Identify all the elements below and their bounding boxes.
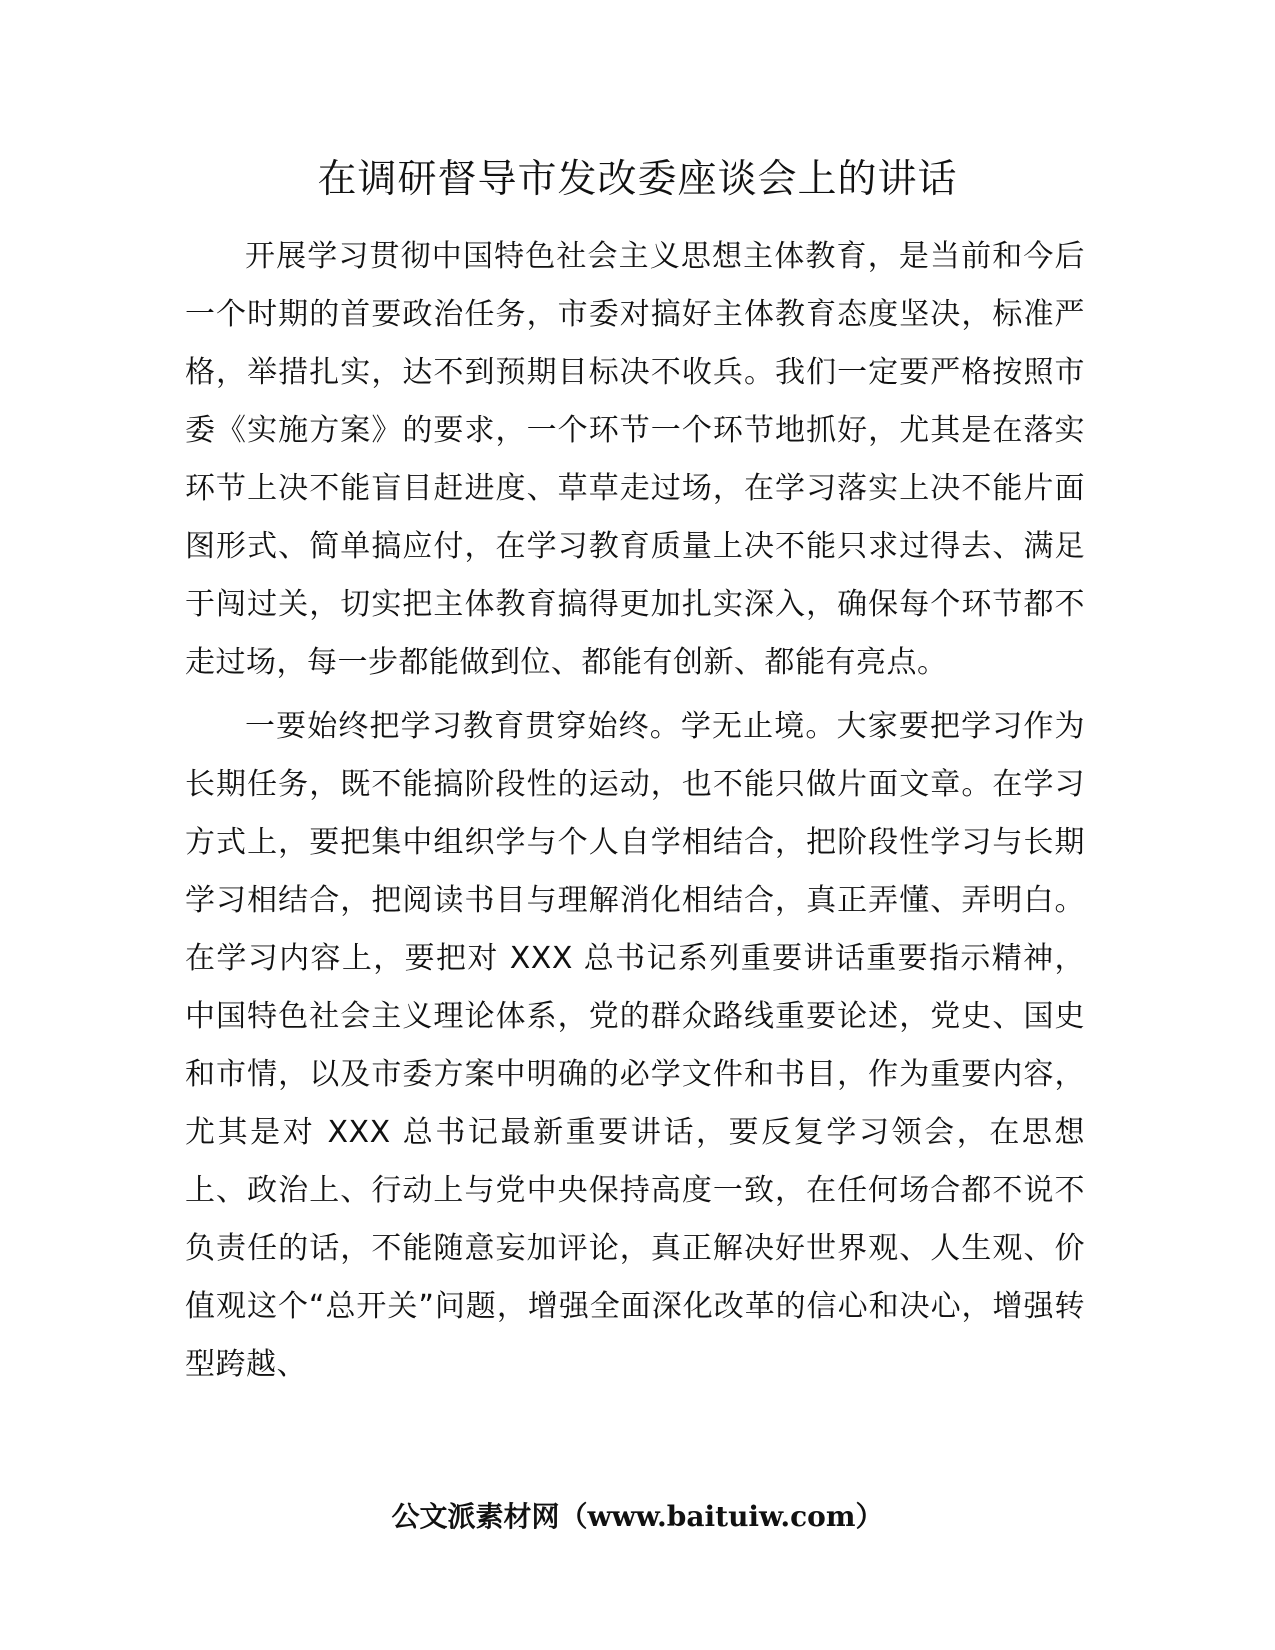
body-paragraph: 一要始终把学习教育贯穿始终。学无止境。大家要把学习作为长期任务，既不能搞阶段性的运动，也不能只做片面文章。在学习方式上，要把集中组织学与个人自学相结合，把阶段性学习与长期学习相结合，把阅读书目与理解消化相结合，真正弄懂、弄明白。在学习内容上，要把对 XXX 总书记系列重要讲话重要指示精神，中国特色社会主义理论体系，党的群众路线重要论述，党史、国史和市情，以及市委方案中明确的必学文件和书目，作为重要内容，尤其是对 XXX 总书记最新重要讲话，要反复学习领会，在思想上、政治上、行动上与党中央保持高度一致，在任何场合都不说不负责任的话，不能随意妄加评论，真正解决好世界观、人生观、价值观这个“总开关”问题，增强全面深化改革的信心和决心，增强转型跨越、	[185, 709, 1085, 1382]
footer-watermark: 公文派素材网（www.baituiw.com）	[391, 1500, 884, 1533]
document-title: 在调研督导市发改委座谈会上的讲话	[317, 157, 958, 202]
document-body	[185, 228, 1085, 1400]
body-paragraph: 开展学习贯彻中国特色社会主义思想主体教育，是当前和今后一个时期的首要政治任务，市委对搞好主体教育态度坚决，标准严格，举措扎实，达不到预期目标决不收兵。我们一定要严格按照市委《实施方案》的要求，一个环节一个环节地抓好，尤其是在落实环节上决不能盲目赶进度、草草走过场，在学习落实上决不能片面图形式、简单搞应付，在学习教育质量上决不能只求过得去、满足于闯过关，切实把主体教育搞得更加扎实深入，确保每个环节都不走过场，每一步都能做到位、都能有创新、都能有亮点。	[185, 239, 1085, 680]
